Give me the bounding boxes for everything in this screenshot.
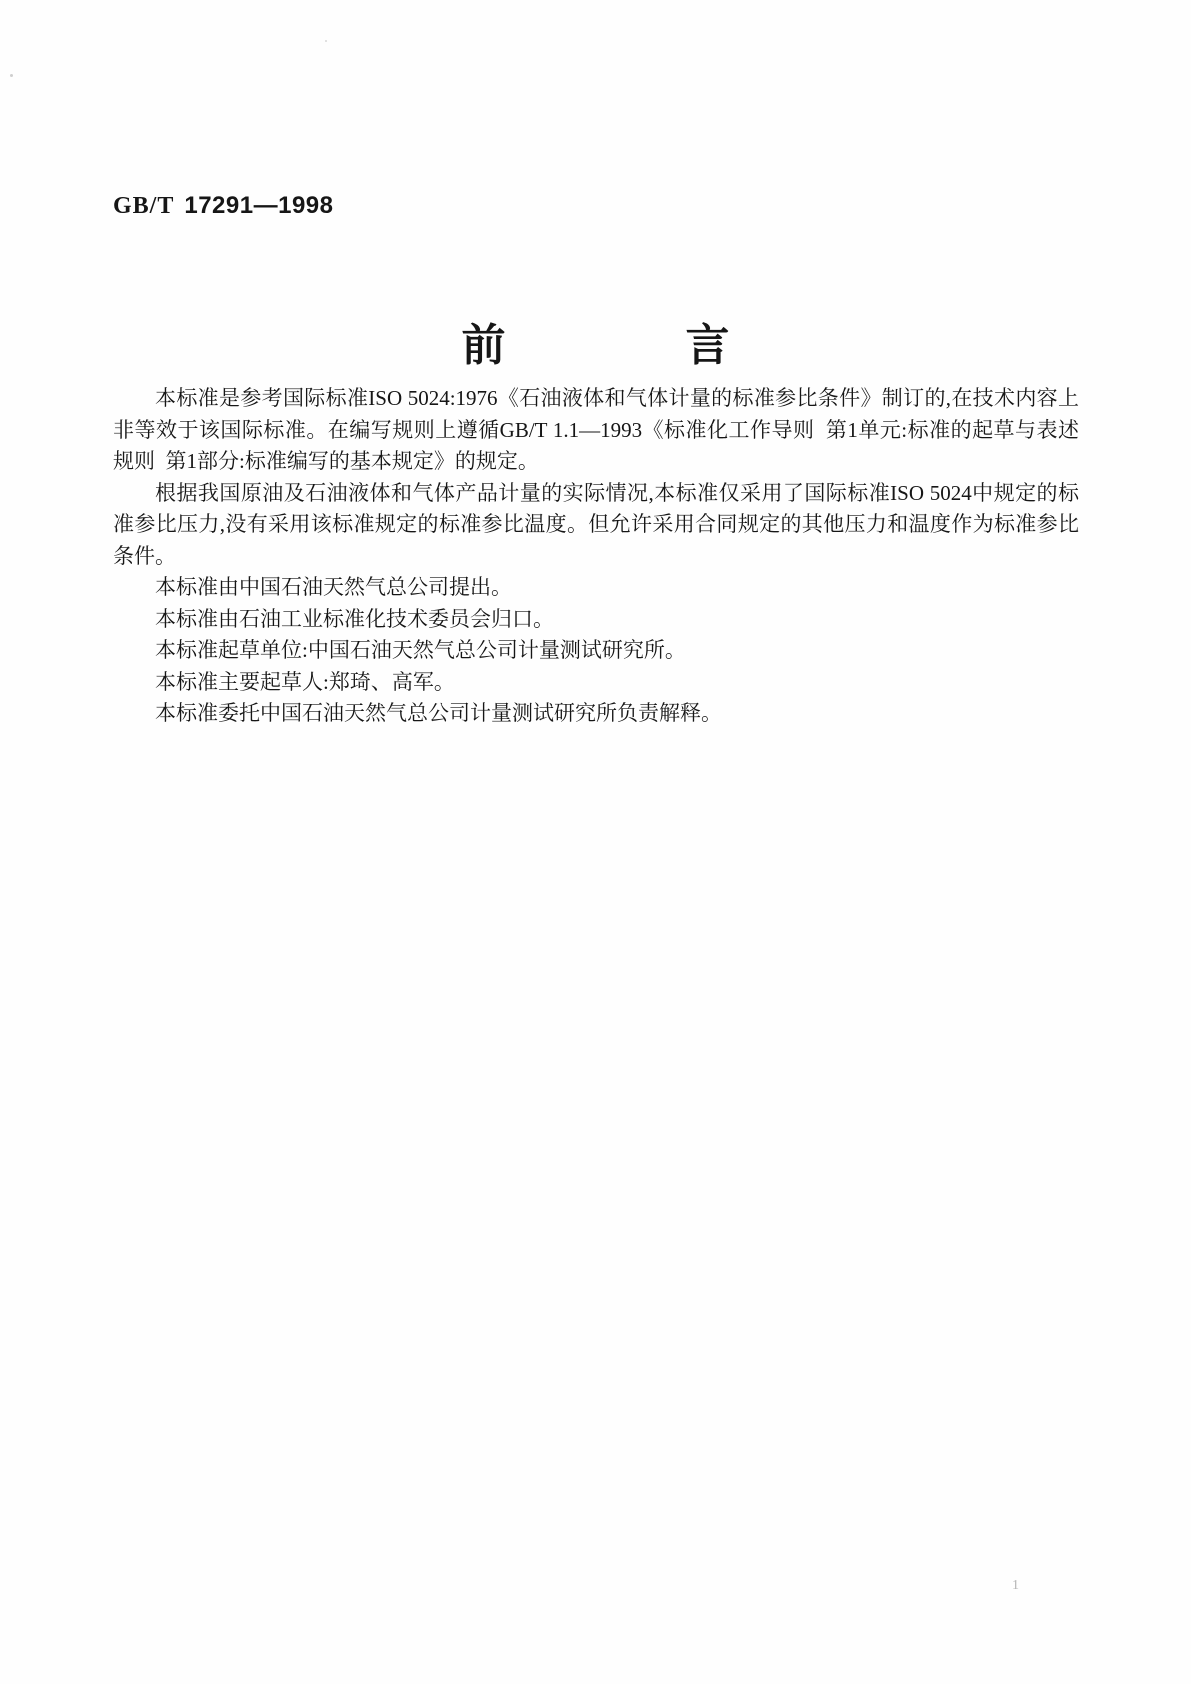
foreword-paragraph-scope: 根据我国原油及石油液体和气体产品计量的实际情况,本标准仅采用了国际标准ISO 5024中规定的标准参比压力,没有采用该标准规定的标准参比温度。但允许采用合同规定的其他压力和温度作为标准参比条件。 bbox=[113, 480, 1079, 568]
standard-code: GB/T bbox=[113, 193, 175, 219]
foreword-paragraph-intro: 本标准是参考国际标准ISO 5024:1976《石油液体和气体计量的标准参比条件》制订的,在技术内容上非等效于该国际标准。在编写规则上遵循GB/T 1.1—1993《标准化工作导则 第1单元:标准的起草与表述规则 第1部分:标准编写的基本规定》的规定。 bbox=[113, 386, 1079, 473]
foreword-line-centralized-by: 本标准由石油工业标准化技术委员会归口。 bbox=[155, 606, 554, 631]
foreword-line-interpretation: 本标准委托中国石油天然气总公司计量测试研究所负责解释。 bbox=[155, 701, 722, 725]
standard-number-header bbox=[113, 192, 334, 220]
page-number-mark: 1 bbox=[1012, 1578, 1019, 1593]
foreword-line-drafting-organization: 本标准起草单位:中国石油天然气总公司计量测试研究所。 bbox=[155, 638, 686, 662]
foreword-title bbox=[0, 322, 1191, 370]
scan-artifact bbox=[325, 40, 327, 42]
scan-artifact bbox=[10, 74, 13, 77]
foreword-line-proposed-by: 本标准由中国石油天然气总公司提出。 bbox=[155, 575, 512, 599]
title-char-first: 前 bbox=[461, 321, 506, 371]
foreword-line-drafters: 本标准主要起草人:郑琦、高军。 bbox=[155, 669, 455, 694]
foreword-body bbox=[113, 383, 1079, 730]
standard-number: 17291—1998 bbox=[184, 192, 334, 219]
title-char-second: 言 bbox=[685, 321, 730, 371]
